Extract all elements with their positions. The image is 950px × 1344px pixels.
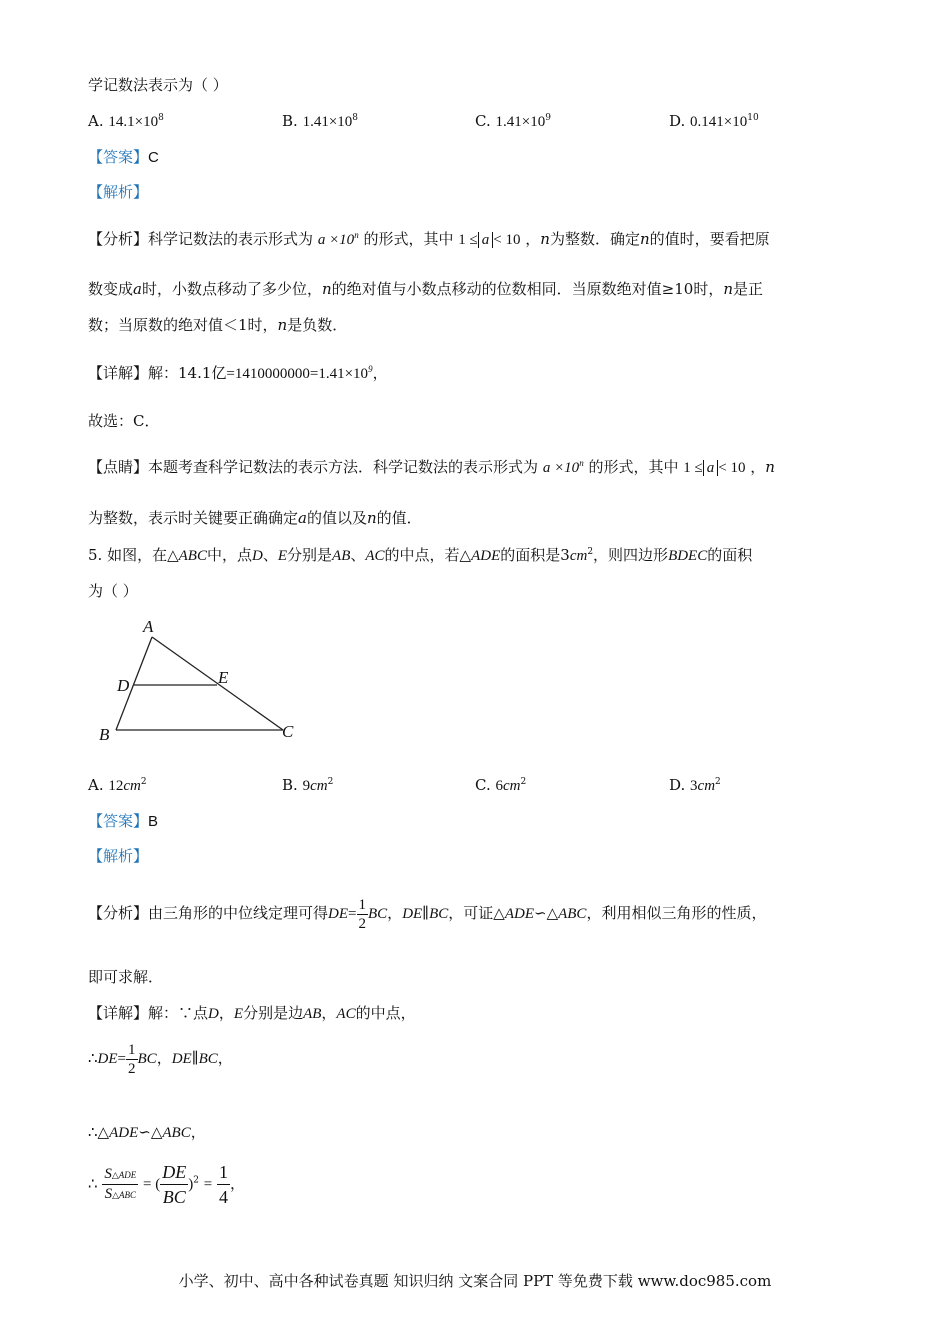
q4-analysis-heading: 【解析】 bbox=[88, 183, 149, 201]
q5-step2: ∴△ADE∽△ABC， bbox=[88, 1123, 206, 1141]
q4-dianjing-line2: 为整数，表示时关键要正确确定a的值以及n的值． bbox=[88, 509, 422, 527]
q5-stem-line2: 为（ ） bbox=[88, 582, 138, 600]
label-b: B bbox=[99, 725, 110, 744]
q4-fenxi-line1: 【分析】科学记数法的表示形式为 $a \times 10^n$ 的形式，其中 1 ≤ a < 10 ，n为整数．确定n的值时，要看把原 bbox=[88, 230, 770, 248]
q5-option-c: C. $6cm^2$ bbox=[475, 776, 527, 794]
q4-option-a: A. $14.1\times 10^8$ bbox=[88, 112, 164, 130]
q5-fenxi-line2: 即可求解． bbox=[88, 968, 164, 986]
q4-fenxi-line3: 数；当原数的绝对值＜1时，n是负数． bbox=[88, 316, 348, 334]
q4-xiangjie: 【详解】解：14.1亿$=1410000000=1.41\times 10^9$， bbox=[88, 364, 388, 382]
q5-option-d: D. $3cm^2$ bbox=[669, 776, 721, 794]
q4-fenxi-line2: 数变成a时，小数点移动了多少位，n的绝对值与小数点移动的位数相同．当原数绝对值≥10时，n是正 bbox=[88, 280, 764, 298]
q5-option-a: A. $12cm^2$ bbox=[88, 776, 147, 794]
q5-step1: ∴DE= $\frac{1}{2}$ BC，DE∥BC， bbox=[88, 1041, 233, 1077]
q4-answer: 【答案】C bbox=[88, 148, 159, 166]
fraction-one-half: $\frac{1}{2}$ bbox=[358, 896, 366, 932]
triangle-figure bbox=[90, 612, 310, 747]
fraction-de-bc: $\frac{DE}{BC}$ bbox=[162, 1162, 187, 1207]
q5-fenxi-line1: 【分析】由三角形的中位线定理可得DE= $\frac{1}{2}$ BC，DE∥BC，可证△ADE∽△ABC，利用相似三角形的性质， bbox=[88, 896, 767, 932]
q5-stem-line1: 5. 如图，在△ABC中，点D、E分别是AB、AC的中点，若△ADE的面积是$3cm^2$，则四边形BDEC的面积 bbox=[88, 546, 753, 564]
page-footer: 小学、初中、高中各种试卷真题 知识归纳 文案合同 PPT 等免费下载 www.doc985.com bbox=[178, 1272, 772, 1290]
q4-option-b: B. $1.41\times 10^8$ bbox=[282, 112, 359, 130]
fraction-area-ratio: $\frac{\text{S△ADE}}{\text{S△ABC}}$ bbox=[104, 1166, 137, 1202]
q5-analysis-heading: 【解析】 bbox=[88, 847, 149, 865]
q4-option-d: D. $0.141\times 10^{10}$ bbox=[669, 112, 759, 130]
q4-stem-tail: 学记数法表示为（ ） bbox=[88, 76, 228, 94]
q4-option-c: C. $1.41\times 10^9$ bbox=[475, 112, 551, 130]
fraction-one-half-step: $\frac{1}{2}$ bbox=[128, 1041, 136, 1077]
label-d: D bbox=[117, 676, 130, 695]
q4-guxuan: 故选：C． bbox=[88, 412, 160, 430]
label-c: C bbox=[282, 722, 294, 741]
fraction-one-quarter: $\frac{1}{4}$ bbox=[219, 1162, 229, 1207]
q5-option-b: B. $9cm^2$ bbox=[282, 776, 334, 794]
q5-answer: 【答案】B bbox=[88, 812, 159, 830]
label-a: A bbox=[143, 617, 154, 636]
q4-dianjing-line1: 【点睛】本题考查科学记数法的表示方法．科学记数法的表示形式为 $a \times 10^n$ 的形式，其中 1 ≤ a < 10 ，n bbox=[88, 458, 775, 476]
q5-step3: ∴ $\frac{\text{S△ADE}}{\text{S△ABC}}$ = ( $\frac{DE}{BC}$ )$^2$ = $\frac{1}{4}$ ， bbox=[88, 1162, 246, 1207]
label-e: E bbox=[218, 668, 229, 687]
q5-xiangjie: 【详解】解：∵点D，E分别是边AB，AC的中点， bbox=[88, 1004, 416, 1022]
